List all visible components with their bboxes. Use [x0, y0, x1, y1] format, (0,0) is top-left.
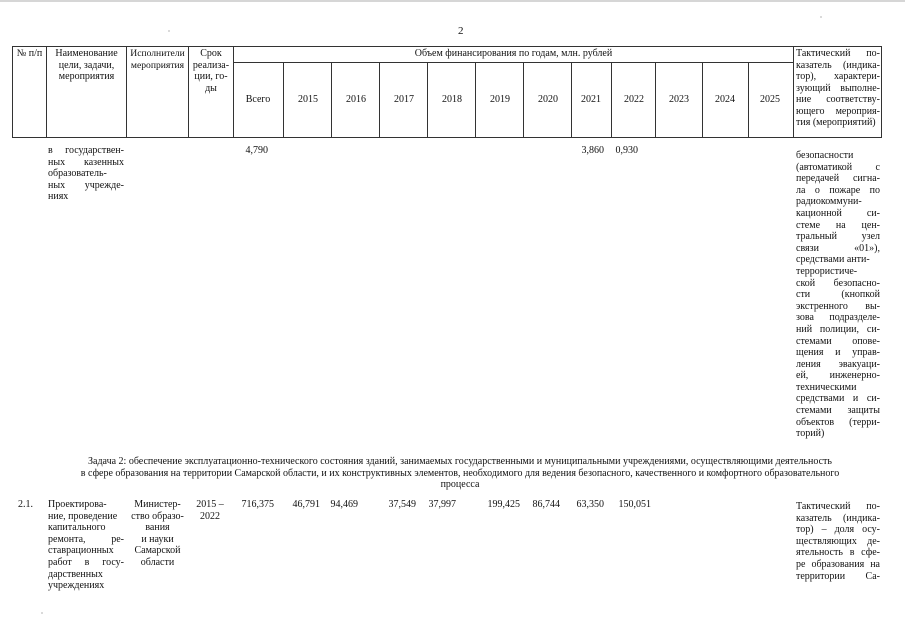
row-total: 716,375 [241, 499, 274, 510]
grid-line [233, 46, 234, 138]
indicator-line: объектов (терри- [796, 416, 880, 428]
row-2021: 63,350 [576, 499, 604, 510]
grid-line [881, 46, 882, 138]
indicator-line: ний полиции, си- [796, 323, 880, 335]
row-name [48, 499, 124, 592]
row-2020: 86,744 [532, 499, 560, 510]
row-2016: 94,469 [330, 499, 358, 510]
indicator-line: ятельность в сфе- [796, 547, 880, 559]
header-top-border [12, 46, 882, 47]
task-line: Задача 2: обеспечение эксплуатационно-технического состояния зданий, занимаемых государственными и муниципальными учреждениями, осуществляющими деятельность [88, 456, 832, 467]
indicator-line: передачей сигна- [796, 173, 880, 185]
indicator-line: ществляющих де- [796, 535, 880, 547]
indicator-line: безопасности [796, 150, 854, 161]
grid-line [12, 46, 13, 138]
task-line: процесса [440, 479, 480, 490]
header-bottom-border [12, 137, 882, 138]
indicator-line: тор) – доля осу- [796, 524, 880, 536]
header-year: 2025 [760, 94, 780, 105]
row-2017: 37,549 [388, 499, 416, 510]
header-year: 2021 [581, 94, 601, 105]
indicator-line: стеме на цен- [796, 219, 880, 231]
row-2022: 150,051 [618, 499, 651, 510]
grid-line [188, 46, 189, 138]
grid-line [793, 46, 794, 138]
indicator-line: казатель (индика- [796, 512, 880, 524]
indicator-line: террористиче- [796, 265, 858, 277]
executor-line: Самарской [134, 545, 181, 557]
term-line: 2022 [200, 510, 220, 522]
header-term: Срок реализа-ции, го-ды [192, 48, 230, 94]
executor-line: и науки [141, 533, 174, 545]
indicator-line: средствами и си- [796, 393, 880, 405]
row-name-line: образователь- [48, 168, 107, 180]
row-2019: 199,425 [487, 499, 520, 510]
indicator-line: торий) [796, 428, 825, 440]
indicator-line: ла о пожаре по [796, 184, 880, 196]
header-year: 2024 [715, 94, 735, 105]
row-name-line: ных учрежде- [48, 179, 124, 191]
header-indicator: Тактический по-казатель (индика-тор), характери-зующий выполне-ние соответству-ющего мероприя-тия (мероприятий) [796, 48, 880, 128]
row-name-line: учреждениях [48, 580, 105, 592]
row-name-line: Проектирова- [48, 499, 107, 510]
indicator-line: ления эвакуаци- [796, 358, 880, 370]
row-name-line: ние, проведение [48, 510, 118, 522]
scan-speck [820, 16, 822, 18]
header-year: 2018 [442, 94, 462, 105]
header-year: 2020 [538, 94, 558, 105]
header-funding: Объем финансирования по годам, млн. рублей [414, 48, 613, 59]
indicator-line: тральный узел [796, 231, 880, 243]
page-number: 2 [458, 25, 464, 37]
row-name-line: ставрационных [48, 545, 114, 557]
header-year: 2023 [669, 94, 689, 105]
executor-line: ство образо- [131, 510, 184, 522]
indicator-line: радиокоммуни- [796, 196, 862, 208]
row-number: 2.1. [18, 499, 33, 510]
row-2015: 46,791 [292, 499, 320, 510]
row-name-line: дарственных [48, 568, 103, 580]
funding-subheader-border [233, 62, 793, 63]
row-2022: 0,930 [615, 145, 638, 156]
indicator-line: территории Са- [796, 570, 880, 582]
row-2021: 3,860 [581, 145, 604, 156]
indicator-line: экстренного вы- [796, 300, 880, 312]
term-line: 2015 – [196, 499, 224, 510]
row-name-line: работ в госу- [48, 556, 124, 568]
row-name-line: ниях [48, 191, 69, 203]
row-name-line: капитального [48, 522, 106, 534]
header-year: 2022 [624, 94, 644, 105]
indicator-line: ре образования на [796, 558, 880, 570]
header-year: 2017 [394, 94, 414, 105]
row-name-line: ремонта, ре- [48, 533, 124, 545]
indicator-line: техническими [796, 381, 857, 393]
indicator-line: связи «01»), [796, 242, 880, 254]
row-indicator [796, 150, 880, 440]
row-name-line: ных казенных [48, 156, 124, 168]
row-total: 4,790 [245, 145, 268, 156]
row-name-line: в государствен- [48, 145, 124, 156]
row-2018: 37,997 [428, 499, 456, 510]
scan-speck [168, 30, 170, 32]
header-executors: Исполнители мероприятия [130, 48, 185, 71]
indicator-line: зова подразделе- [796, 312, 880, 324]
task-2-heading [30, 456, 890, 491]
executor-line: Министер- [134, 499, 181, 510]
row-term [190, 499, 230, 522]
executor-line: области [140, 556, 175, 568]
scan-top-edge [0, 0, 905, 2]
executor-line: вания [145, 522, 170, 534]
header-name: Наименование цели, задачи, мероприятия [55, 48, 118, 82]
row-executor [127, 499, 188, 569]
indicator-line: Тактический по- [796, 501, 880, 512]
row-name [48, 145, 124, 203]
indicator-line: стемами защиты [796, 405, 880, 417]
indicator-line: ской безопасно- [796, 277, 880, 289]
indicator-line: средствами анти- [796, 254, 870, 266]
header-year: 2019 [490, 94, 510, 105]
indicator-line: ей, инженерно- [796, 370, 880, 382]
scan-speck [41, 612, 43, 614]
indicator-line: (автоматикой с [796, 161, 880, 173]
indicator-line: сти (кнопкой [796, 289, 880, 301]
task-line: в сфере образования на территории Самарской области, и их конструктивных элементов, необходимого для ведения безопасного, качественного и комфортного образовательного [80, 467, 840, 479]
row-indicator [796, 501, 880, 582]
indicator-line: щения и управ- [796, 347, 880, 359]
indicator-line: кационной си- [796, 207, 880, 219]
indicator-line: стемами опове- [796, 335, 880, 347]
header-number: № п/п [16, 48, 43, 59]
header-year: 2016 [346, 94, 366, 105]
header-total: Всего [245, 94, 271, 105]
header-year: 2015 [298, 94, 318, 105]
